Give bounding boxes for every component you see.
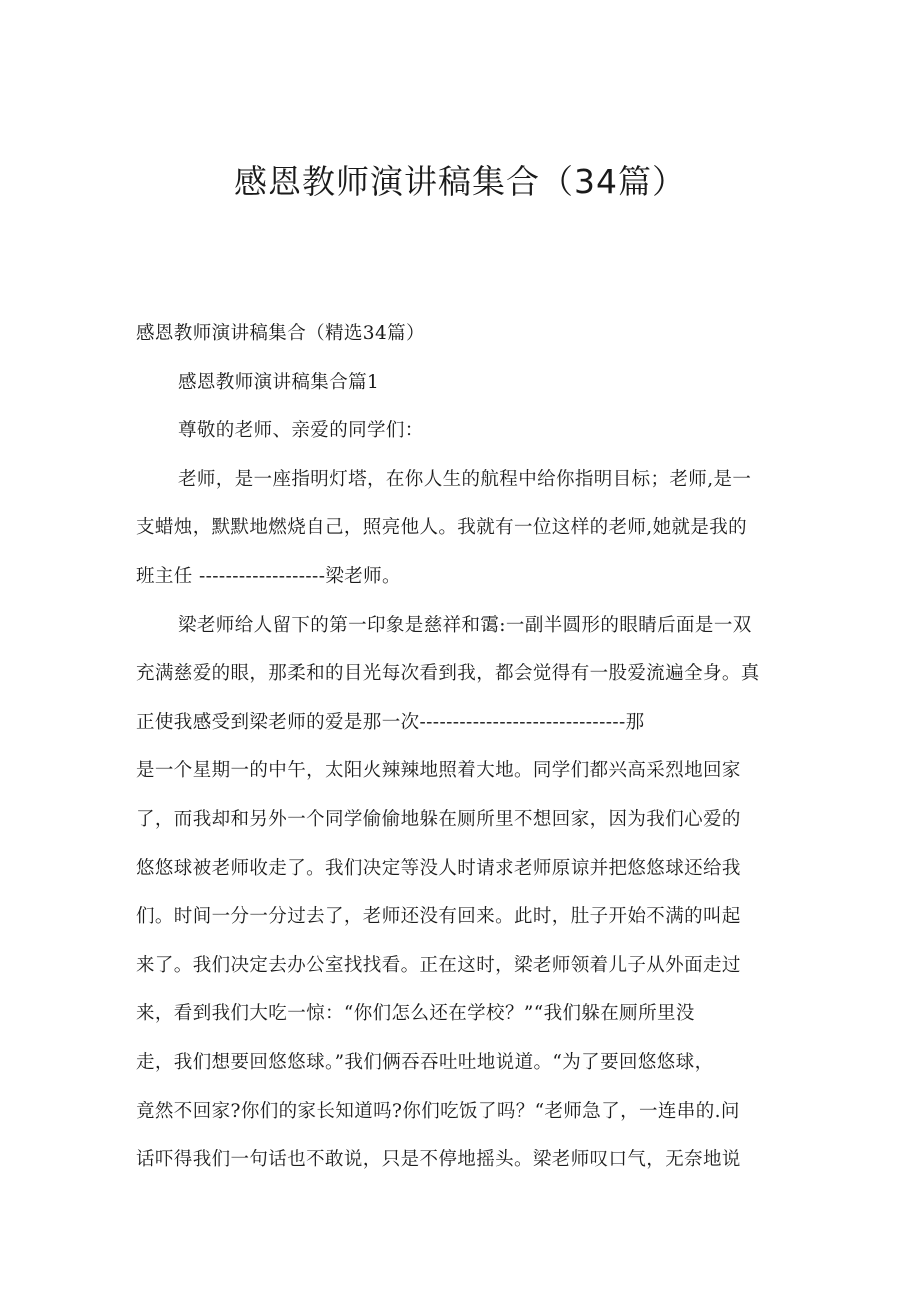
subtitle-line: 感恩教师演讲稿集合（精选34篇）: [136, 323, 425, 344]
paragraph-line: 走，我们想要回悠悠球。”我们俩吞吞吐吐地说道。“为了要回悠悠球，: [136, 1051, 714, 1073]
paragraph-line: 是一个星期一的中午，太阳火辣辣地照着大地。同学们都兴高采烈地回家: [136, 760, 741, 782]
paragraph-line: 梁老师给人留下的第一印象是慈祥和霭:一副半圆形的眼睛后面是一双: [178, 614, 752, 636]
paragraph-line: 竟然不回家?你们的家长知道吗?你们吃饭了吗？“老师急了，一连串的.问: [136, 1100, 740, 1122]
paragraph-line: 们。时间一分一分过去了，老师还没有回来。此时，肚子开始不满的叫起: [136, 906, 741, 928]
paragraph-line: 正使我感受到梁老师的爱是那一次-------------------------------那: [136, 711, 645, 733]
document-body: [136, 310, 796, 1185]
paragraph-line: 了，而我却和另外一个同学偷偷地躲在厕所里不想回家，因为我们心爱的: [136, 808, 741, 830]
document-title: 感恩教师演讲稿集合（34篇）: [234, 162, 686, 201]
paragraph-line: 支蜡烛，默默地燃烧自己，照亮他人。我就有一位这样的老师,她就是我的: [136, 517, 748, 539]
paragraph-line: 来了。我们决定去办公室找找看。正在这时，梁老师领着儿子从外面走过: [136, 954, 741, 976]
paragraph-line: 老师，是一座指明灯塔，在你人生的航程中给你指明目标；老师,是一: [178, 468, 752, 490]
paragraph-line: 充满慈爱的眼，那柔和的目光每次看到我，都会觉得有一股爱流遍全身。真: [136, 663, 760, 685]
paragraph-line: 班主任 -------------------梁老师。: [136, 565, 401, 587]
paragraph-line: 悠悠球被老师收走了。我们决定等没人时请求老师原谅并把悠悠球还给我: [136, 857, 741, 879]
section-heading: 感恩教师演讲稿集合篇1: [178, 371, 380, 393]
paragraph-line: 话吓得我们一句话也不敢说，只是不停地摇头。梁老师叹口气，无奈地说: [136, 1149, 741, 1171]
paragraph-line: 来，看到我们大吃一惊：“你们怎么还在学校？”“我们躲在厕所里没: [136, 1003, 695, 1025]
salutation: 尊敬的老师、亲爱的同学们：: [178, 420, 424, 442]
